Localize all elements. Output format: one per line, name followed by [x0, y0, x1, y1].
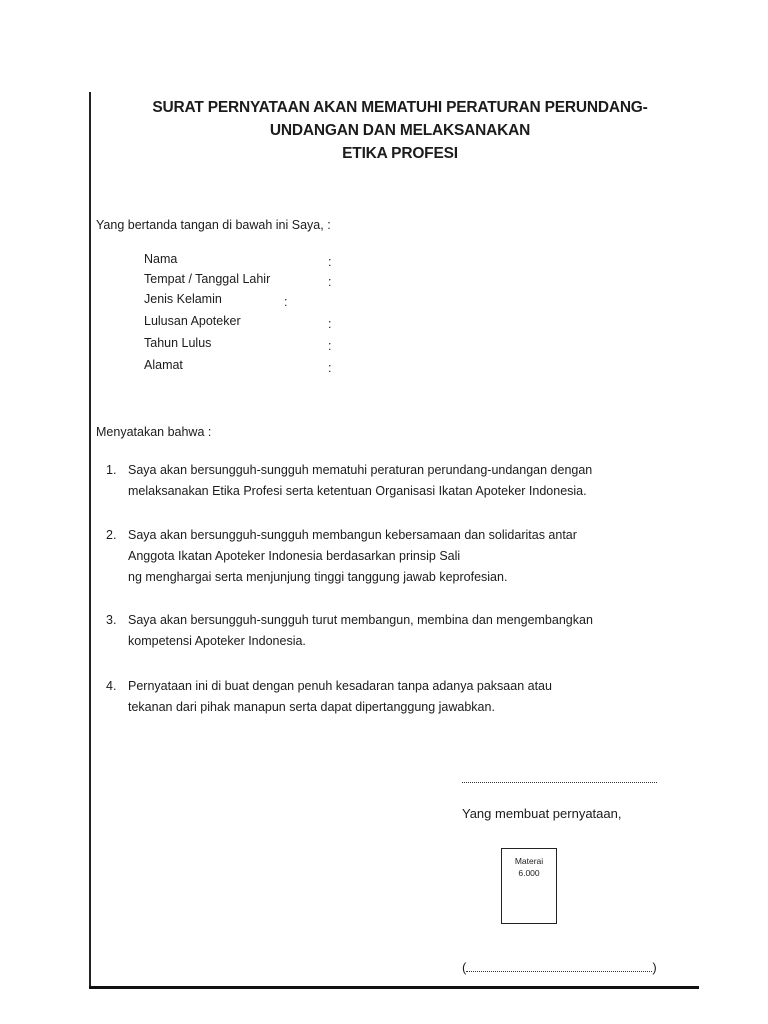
- item-number: 2.: [106, 528, 117, 542]
- field-label-jenis-kelamin: Jenis Kelamin: [144, 292, 222, 306]
- signature-date-line: [462, 782, 657, 783]
- field-colon: :: [328, 317, 332, 331]
- stamp-value: 6.000: [518, 868, 540, 878]
- field-colon: :: [328, 275, 332, 289]
- signature-label: Yang membuat pernyataan,: [462, 806, 622, 821]
- title-line-3: ETIKA PROFESI: [342, 145, 458, 162]
- item-line: Saya akan bersungguh-sungguh mematuhi peraturan perundang-undangan dengan: [128, 463, 593, 477]
- item-line: kompetensi Apoteker Indonesia.: [128, 634, 306, 648]
- item-line: tekanan dari pihak manapun serta dapat dipertanggung jawabkan.: [128, 700, 495, 714]
- item-line: Saya akan bersungguh-sungguh turut membangun, membina dan mengembangkan: [128, 613, 593, 627]
- field-colon: :: [284, 295, 288, 309]
- title-line-2: UNDANGAN DAN MELAKSANAKAN: [269, 122, 531, 139]
- name-dotted-line: [466, 961, 652, 972]
- bottom-border-line: [89, 986, 699, 989]
- declaration-heading: Menyatakan bahwa :: [96, 425, 212, 439]
- field-colon: :: [328, 339, 332, 353]
- item-line: ng menghargai serta menjunjung tinggi tanggung jawab keprofesian.: [128, 570, 508, 584]
- document-title: [100, 96, 700, 165]
- close-paren: ): [652, 960, 657, 975]
- item-line: Saya akan bersungguh-sungguh membangun kebersamaan dan solidaritas antar: [128, 528, 577, 542]
- title-line-1: SURAT PERNYATAAN AKAN MEMATUHI PERATURAN PERUNDANG-: [152, 99, 648, 116]
- item-line: Pernyataan ini di buat dengan penuh kesadaran tanpa adanya paksaan atau: [128, 679, 552, 693]
- field-label-nama: Nama: [144, 252, 178, 266]
- field-colon: :: [328, 255, 332, 269]
- field-label-tahun-lulus: Tahun Lulus: [144, 336, 212, 350]
- item-number: 1.: [106, 463, 117, 477]
- left-border-line: [89, 92, 91, 988]
- intro-text: Yang bertanda tangan di bawah ini Saya, :: [96, 218, 331, 232]
- open-paren: (: [462, 960, 467, 975]
- item-number: 4.: [106, 679, 117, 693]
- field-label-alamat: Alamat: [144, 358, 183, 372]
- revenue-stamp-box: [501, 848, 557, 924]
- signatory-name-line: [462, 960, 657, 975]
- field-colon: :: [328, 361, 332, 375]
- field-label-lulusan-apoteker: Lulusan Apoteker: [144, 314, 241, 328]
- item-line: melaksanakan Etika Profesi serta ketentuan Organisasi Ikatan Apoteker Indonesia.: [128, 484, 587, 498]
- field-label-tempat-tanggal-lahir: Tempat / Tanggal Lahir: [144, 272, 271, 286]
- item-number: 3.: [106, 613, 117, 627]
- stamp-label: Materai: [514, 856, 544, 866]
- item-line: Anggota Ikatan Apoteker Indonesia berdasarkan prinsip Sali: [128, 549, 461, 563]
